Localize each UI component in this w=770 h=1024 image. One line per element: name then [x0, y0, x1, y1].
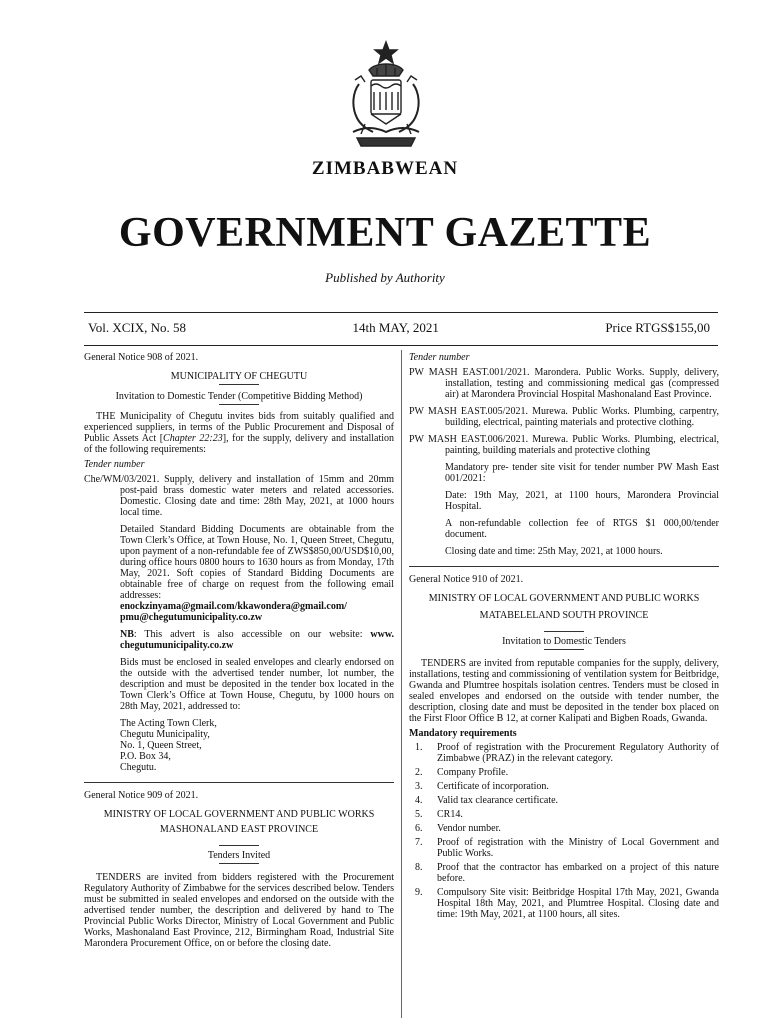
contact-emails: enockzinyama@gmail.com/kkawondera@gmail.com/ pmu@chegutumunicipality.co.zw	[120, 601, 347, 623]
issue-price: Price RTGS$155,00	[605, 320, 710, 335]
address-line: Chegutu Municipality,	[120, 729, 210, 740]
tender-number-label: Tender number	[409, 352, 470, 363]
divider	[544, 631, 584, 632]
column-divider	[401, 350, 402, 1018]
address-line: P.O. Box 34,	[120, 751, 171, 762]
website-note: NB: This advert is also accessible on our website: www. chegutumunicipality.co.zw	[120, 629, 394, 651]
tender-entry: PW MASH EAST.005/2021. Murewa. Public Works. Plumbing, carpentry, building, electrical, painting materials and protective clothing.	[409, 406, 720, 428]
tender-entry: PW MASH EAST.006/2021. Murewa. Public Works. Plumbing, electrical, painting, building materials and protective clothing	[409, 434, 719, 456]
list-item: 9. Compulsory Site visit: Beitbridge Hospital 17th May, 2021, Gwanda Hospital 18th May, 2021, and Plumtree Hospital. Closing date and time: 19th May, 2021, at 1100 hours, all sites.	[415, 887, 719, 920]
bids-paragraph: Bids must be enclosed in sealed envelopes and clearly endorsed on the outside with the advertised tender number, lot number, the description and must be deposited in the tender box located in the Town Clerk’s Office at Town House, Chegutu, by 1000 hours on 28th May, 2021, addressed to:	[120, 657, 394, 712]
list-item: 4. Valid tax clearance certificate.	[415, 795, 559, 806]
issue-date: 14th MAY, 2021	[352, 320, 439, 335]
collection-fee: A non-refundable collection fee of RTGS $1 000,00/tender document.	[445, 518, 719, 540]
masthead-bottom-rule	[84, 345, 718, 346]
notice-separator	[84, 782, 394, 783]
address-line: No. 1, Queen Street,	[120, 740, 202, 751]
list-item: 2. Company Profile.	[415, 767, 509, 778]
list-item: 7. Proof of registration with the Ministry of Local Government and Public Works.	[415, 837, 719, 859]
masthead-top-rule	[84, 312, 718, 313]
closing-date: Closing date and time: 25th May, 2021, at 1000 hours.	[445, 546, 663, 557]
divider	[219, 863, 259, 864]
notice-number: General Notice 910 of 2021.	[409, 574, 524, 585]
volume-number: Vol. XCIX, No. 58	[88, 320, 186, 335]
notice-heading: Invitation to Domestic Tender (Competitive Bidding Method)	[115, 391, 363, 402]
zimbabwe-coat-of-arms-icon	[339, 40, 433, 152]
list-item: 6. Vendor number.	[415, 823, 501, 834]
address-line: The Acting Town Clerk,	[120, 718, 217, 729]
ministry-name: MINISTRY OF LOCAL GOVERNMENT AND PUBLIC WORKS	[428, 593, 700, 604]
notice-heading: Invitation to Domestic Tenders	[502, 636, 626, 647]
notice-body: TENDERS are invited from bidders registered with the Procurement Regulatory Authority of Zimbabwe for the services described below. Tenders must be submitted in sealed envelopes and endorsed on the outside with the advertised tender number, the description and delivered by hand to The Provincial Public Works Director, Ministry of Local Government and Public Works, Mashonaland East Province, 212, Birmingham Road, Industrial Site Marondera Procurement Office, on or before the closing date.	[84, 872, 394, 949]
province-name: MATABELELAND SOUTH PROVINCE	[479, 610, 649, 621]
left-column	[84, 352, 394, 949]
notice-authority: MUNICIPALITY OF CHEGUTU	[170, 371, 308, 382]
right-column	[409, 352, 719, 920]
notice-number: General Notice 908 of 2021.	[84, 352, 199, 363]
divider	[544, 649, 584, 650]
ministry-name: MINISTRY OF LOCAL GOVERNMENT AND PUBLIC WORKS	[103, 809, 375, 820]
divider	[219, 404, 259, 405]
notice-intro: THE Municipality of Chegutu invites bids from suitably qualified and experienced suppliers, in terms of the Public Procurement and Disposal of Public Assets Act [Chapter 22:23], for the supply, delivery and installation of the following requirements:	[84, 411, 395, 455]
address-line: Chegutu.	[120, 762, 157, 773]
requirements-heading: Mandatory requirements	[409, 728, 517, 739]
divider	[219, 845, 259, 846]
notice-separator	[409, 566, 719, 567]
site-visit-date: Date: 19th May, 2021, at 1100 hours, Marondera Provincial Hospital.	[445, 490, 719, 512]
address-block	[84, 718, 394, 773]
notice-number: General Notice 909 of 2021.	[84, 790, 199, 801]
documents-paragraph: Detailed Standard Bidding Documents are obtainable from the Town Clerk’s Office, at Town House, No. 1, Queen Street, Chegutu, upon payment of a non-refundable fee of ZWS$850,00/USD$10,00, during office hours 0800 hours to 1630 hours as from Monday, 17th May, 2021. Soft copies of Standard Bidding Documents are obtainable free of charge on request from the following email addresses:	[120, 524, 394, 601]
site-visit-heading: Mandatory pre- tender site visit for tender number PW Mash East 001/2021:	[445, 462, 719, 484]
list-item: 8. Proof that the contractor has embarked on a project of this nature before.	[415, 862, 719, 884]
requirements-list	[409, 742, 719, 920]
tender-entry: Che/WM/03/2021. Supply, delivery and installation of 15mm and 20mm post-paid brass domestic water meters and related accessories. Domestic. Closing date and time: 28th May, 2021, at 1000 hours local time.	[84, 474, 394, 518]
divider	[219, 384, 259, 385]
gazette-country: ZIMBABWEAN	[311, 158, 459, 179]
notice-heading: Tenders Invited	[207, 850, 271, 861]
gazette-subtitle: Published by Authority	[325, 270, 445, 285]
province-name: MASHONALAND EAST PROVINCE	[159, 824, 319, 835]
list-item: 5. CR14.	[415, 809, 463, 820]
list-item: 3. Certificate of incorporation.	[415, 781, 549, 792]
notice-body: TENDERS are invited from reputable companies for the supply, delivery, installations, testing and commissioning of ventilation system for Beitbridge, Gwanda and Plumtree hospitals isolation centres. Tenders must be closed in sealed envelopes and endorsed on the outside with tender number, the description, closing date and must be deposited in the tender box placed on the First Floor Office B 12, at corner Kalipati and Bigben Roads, Gwanda.	[409, 658, 719, 724]
list-item: 1. Proof of registration with the Procurement Regulatory Authority of Zimbabwe (PRAZ) in the relevant category.	[415, 742, 719, 764]
issue-info-row	[88, 320, 710, 340]
tender-number-label: Tender number	[84, 459, 145, 470]
gazette-title: GOVERNMENT GAZETTE	[118, 210, 652, 256]
tender-entry: PW MASH EAST.001/2021. Marondera. Public Works. Supply, delivery, installation, testing and commissioning medical gas (compressed air) at Marondera Provincial Hospital Mashonaland East Province.	[409, 367, 719, 400]
